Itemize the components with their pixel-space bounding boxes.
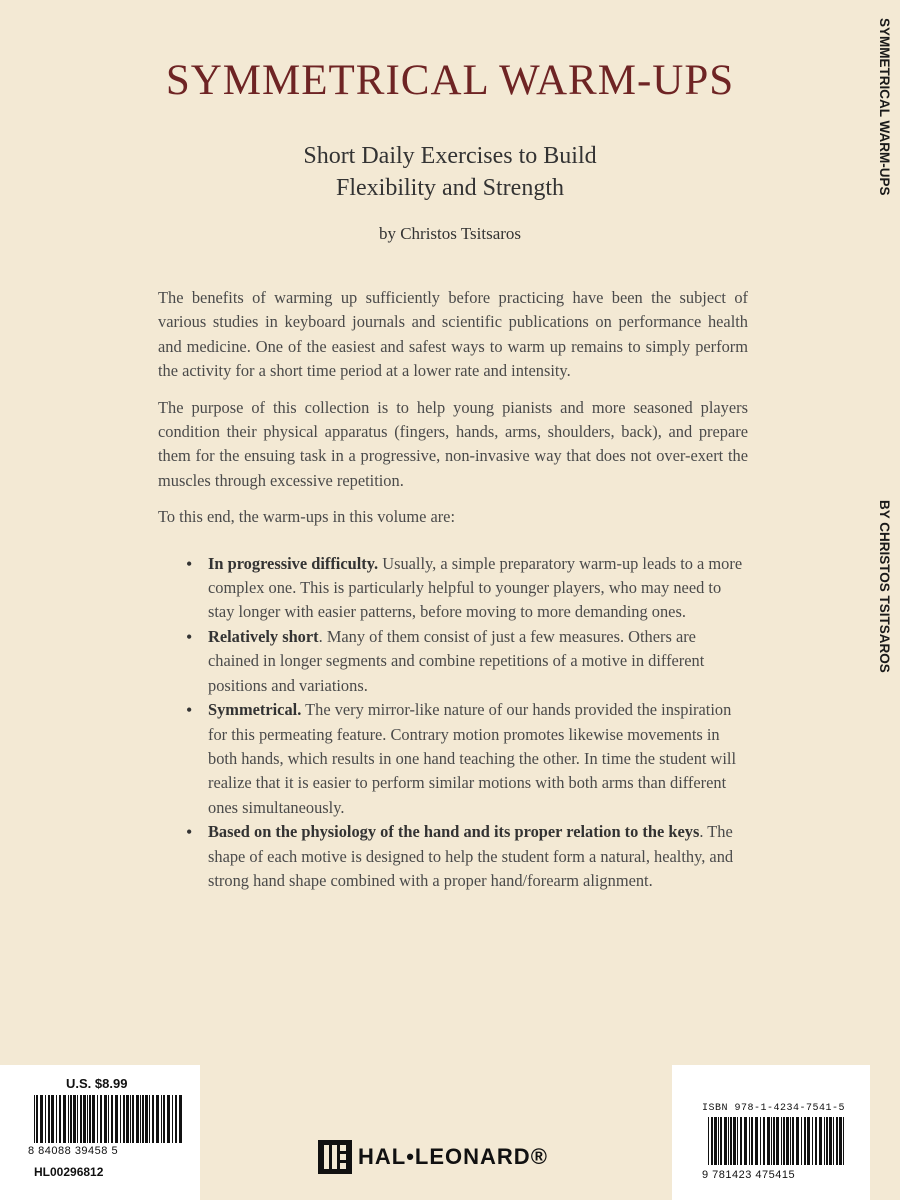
- barcode-bar: [126, 1095, 129, 1143]
- barcode-bar: [73, 1095, 76, 1143]
- paragraph-2: The purpose of this collection is to help young pianists and more seasoned players condition their physical apparatus (fingers, hands, arms, shoulders, back), and prepare them for the ensuing task in a progressive, non-invasive way that does not over-exert the muscles through excessive repetition.: [158, 397, 748, 490]
- barcode-bar: [140, 1095, 141, 1143]
- barcode-bar: [839, 1117, 842, 1165]
- barcode-bar: [142, 1095, 144, 1143]
- barcode-bar: [773, 1117, 775, 1165]
- book-subtitle: [0, 140, 900, 204]
- list-item-lead: In progressive difficulty.: [208, 553, 379, 573]
- barcode-bar: [136, 1095, 139, 1143]
- bullet-icon: •: [186, 553, 193, 574]
- subtitle-line-2: Flexibility and Strength: [336, 175, 564, 201]
- barcode-bar: [48, 1095, 50, 1143]
- barcode-bar: [786, 1117, 789, 1165]
- barcode-bar: [132, 1095, 134, 1143]
- bullet-icon: •: [186, 626, 193, 647]
- barcode-bar: [843, 1117, 844, 1165]
- list-item-text: . Many of them consist of just a few measures. Others are chained in longer segments and combine repetitions of a motive in different positions and variations.: [208, 626, 705, 695]
- barcode-bar: [730, 1117, 732, 1165]
- barcode-bar: [172, 1095, 173, 1143]
- barcode-bar: [724, 1117, 727, 1165]
- book-author: by Christos Tsitsaros: [378, 224, 522, 243]
- barcode-bar: [737, 1117, 738, 1165]
- barcode-bar: [34, 1095, 35, 1143]
- barcode-bar: [45, 1095, 46, 1143]
- barcode-bar: [130, 1095, 131, 1143]
- list-item-text: Usually, a simple preparatory warm-up leads to a more complex one. This is particularly helpful to younger players, who may need to stay longer with easier patterns, before moving to more demanding ones.: [208, 553, 743, 622]
- spine-author: BY CHRISTOS TSITSAROS: [877, 500, 892, 673]
- barcode-bar: [708, 1117, 709, 1165]
- barcode-bar: [145, 1095, 148, 1143]
- barcode-bar: [175, 1095, 177, 1143]
- barcode-bar: [104, 1095, 107, 1143]
- spine-title: SYMMETRICAL WARM-UPS: [877, 18, 892, 196]
- barcode-bar: [718, 1117, 719, 1165]
- barcode-bar: [776, 1117, 779, 1165]
- barcode-bar: [149, 1095, 150, 1143]
- description-text: [158, 286, 748, 893]
- barcode-bar: [728, 1117, 729, 1165]
- barcode-bar: [179, 1095, 182, 1143]
- isbn-barcode-icon: [708, 1117, 845, 1165]
- price-label: U.S. $8.99: [66, 1076, 128, 1091]
- barcode-bar: [40, 1095, 43, 1143]
- hal-leonard-mark-icon: [318, 1140, 352, 1174]
- list-item-text: . The shape of each motive is designed to help the student form a natural, healthy, and strong hand shape combined with a proper hand/forearm alignment.: [208, 822, 734, 890]
- list-item: [186, 698, 748, 820]
- barcode-bar: [156, 1095, 159, 1143]
- barcode-bar: [763, 1117, 765, 1165]
- barcode-bar: [749, 1117, 750, 1165]
- barcode-bar: [824, 1117, 825, 1165]
- barcode-bar: [751, 1117, 753, 1165]
- barcode-bar: [68, 1095, 69, 1143]
- barcode-bar: [744, 1117, 747, 1165]
- barcode-bar: [792, 1117, 794, 1165]
- barcode-bar: [87, 1095, 88, 1143]
- list-item-lead: Symmetrical.: [208, 700, 302, 720]
- subtitle-line-1: Short Daily Exercises to Build: [303, 143, 597, 169]
- isbn-label: ISBN 978-1-4234-7541-5: [702, 1103, 846, 1114]
- barcode-bar: [163, 1095, 165, 1143]
- barcode-bar: [100, 1095, 102, 1143]
- barcode-bar: [36, 1095, 38, 1143]
- barcode-bar: [819, 1117, 822, 1165]
- barcode-bar: [807, 1117, 810, 1165]
- upc-digits: 8 84088 39458 5: [28, 1145, 119, 1157]
- feature-list: [158, 552, 748, 894]
- list-item-lead: Based on the physiology of the hand and its proper relation to the keys: [208, 822, 700, 842]
- barcode-bar: [790, 1117, 791, 1165]
- barcode-bar: [161, 1095, 162, 1143]
- barcode-bar: [123, 1095, 125, 1143]
- barcode-bar: [51, 1095, 54, 1143]
- list-item: [186, 552, 748, 625]
- list-intro: To this end, the warm-ups in this volume are:: [158, 507, 456, 527]
- bullet-icon: •: [186, 822, 193, 843]
- barcode-bar: [771, 1117, 772, 1165]
- barcode-bar: [815, 1117, 817, 1165]
- barcode-bar: [783, 1117, 785, 1165]
- barcode-bar: [63, 1095, 66, 1143]
- barcode-bar: [781, 1117, 782, 1165]
- barcode-bar: [760, 1117, 761, 1165]
- barcode-bar: [740, 1117, 742, 1165]
- barcode-bar: [92, 1095, 95, 1143]
- publisher-logo: [318, 1138, 578, 1178]
- barcode-bar: [836, 1117, 838, 1165]
- publisher-name: HAL•LEONARD®: [358, 1144, 548, 1169]
- barcode-bar: [152, 1095, 154, 1143]
- barcode-bar: [829, 1117, 832, 1165]
- bullet-icon: •: [186, 700, 193, 721]
- list-item-lead: Relatively short: [208, 626, 319, 646]
- barcode-bar: [115, 1095, 118, 1143]
- barcode-bar: [77, 1095, 78, 1143]
- paragraph-1: The benefits of warming up sufficiently before practicing have been the subject of various studies in keyboard journals and scientific publications on performance health and medicine. One of the easiest and safest ways to warm up remains to simply perform the activity for a short time period at a lower rate and intensity.: [158, 288, 748, 381]
- barcode-bar: [111, 1095, 113, 1143]
- barcode-bar: [108, 1095, 109, 1143]
- isbn-digits: 9 781423 475415: [702, 1169, 796, 1181]
- list-item: [186, 820, 748, 893]
- barcode-bar: [167, 1095, 170, 1143]
- barcode-bar: [80, 1095, 82, 1143]
- barcode-bar: [801, 1117, 802, 1165]
- barcode-bar: [804, 1117, 806, 1165]
- upc-barcode-icon: [34, 1095, 183, 1143]
- barcode-bar: [714, 1117, 717, 1165]
- barcode-bar: [833, 1117, 834, 1165]
- barcode-bar: [83, 1095, 86, 1143]
- barcode-bar: [796, 1117, 799, 1165]
- barcode-bar: [89, 1095, 91, 1143]
- barcode-bar: [59, 1095, 61, 1143]
- barcode-bar: [826, 1117, 828, 1165]
- barcode-bar: [120, 1095, 121, 1143]
- barcode-bar: [711, 1117, 713, 1165]
- upc-barcode-panel: [0, 1065, 200, 1200]
- list-item: [186, 625, 748, 698]
- isbn-barcode-panel: [672, 1065, 870, 1200]
- barcode-bar: [56, 1095, 57, 1143]
- book-title: SYMMETRICAL WARM-UPS: [165, 57, 735, 104]
- product-code: HL00296812: [34, 1165, 104, 1179]
- barcode-bar: [720, 1117, 722, 1165]
- barcode-bar: [812, 1117, 813, 1165]
- barcode-bar: [97, 1095, 98, 1143]
- list-item-text: The very mirror-like nature of our hands provided the inspiration for this permeating feature. Contrary motion promotes likewise movements in both hands, which results in one hand teaching the other. In time the student will realize that it is easier to perform similar motions with both arms than different ones simultaneously.: [208, 700, 737, 817]
- barcode-bar: [755, 1117, 758, 1165]
- barcode-bar: [70, 1095, 72, 1143]
- barcode-bar: [767, 1117, 770, 1165]
- barcode-bar: [733, 1117, 736, 1165]
